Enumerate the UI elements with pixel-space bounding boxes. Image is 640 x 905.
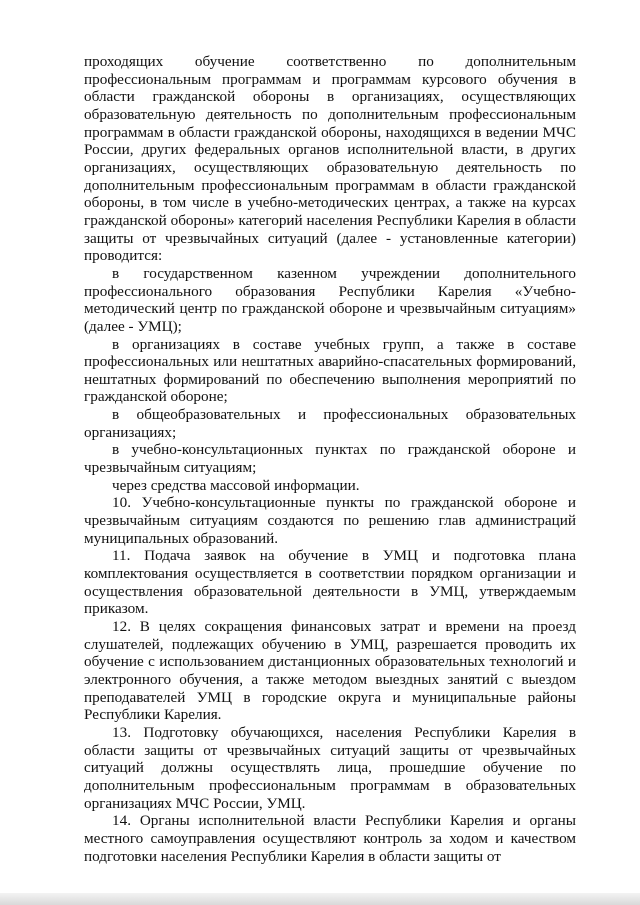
paragraph-10: 10. Учебно-консультационные пункты по гражданской обороне и чрезвычайным ситуациям создаются по решению глав администраций муниципальных образований. bbox=[84, 494, 576, 547]
list-item-organizations: в организациях в составе учебных групп, а также в составе профессиональных или нештатных аварийно-спасательных формирований, нештатных формирований по обеспечению выполнения мероприятий по гражданской обороне; bbox=[84, 335, 576, 406]
paragraph-12: 12. В целях сокращения финансовых затрат и времени на проезд слушателей, подлежащих обучению в УМЦ, разрешается проводить их обучение с использованием дистанционных образовательных технологий и электронного обучения, а также методом выездных занятий с выездом преподавателей УМЦ в городские округа и муниципальные районы Республики Карелия. bbox=[84, 618, 576, 724]
list-item-consult-points: в учебно-консультационных пунктах по гражданской обороне и чрезвычайным ситуациям; bbox=[84, 441, 576, 477]
paragraph-14: 14. Органы исполнительной власти Республики Карелия и органы местного самоуправления осуществляют контроль за ходом и качеством подготовки населения Республики Карелия в области защиты от bbox=[84, 812, 576, 865]
list-item-umc: в государственном казенном учреждении дополнительного профессионального образования Республики Карелия «Учебно-методический центр по гражданской обороне и чрезвычайным ситуациям» (далее - УМЦ); bbox=[84, 264, 576, 335]
paragraph-continuation: проходящих обучение соответственно по дополнительным профессиональным программам и программам курсового обучения в области гражданской обороны в организациях, осуществляющих образовательную деятельность по дополнительным профессиональным программам в области гражданской обороны, находящихся в ведении МЧС России, других федеральных органов исполнительной власти, в других организациях, осуществляющих образовательную деятельность по дополнительным профессиональным программам в области гражданской обороны, в том числе в учебно-методических центрах, а также на курсах гражданской обороны» категорий населения Республики Карелия в области защиты от чрезвычайных ситуаций (далее - установленные категории) проводится: bbox=[84, 53, 576, 265]
scan-bottom-edge bbox=[0, 893, 640, 905]
document-page bbox=[84, 53, 576, 865]
paragraph-11: 11. Подача заявок на обучение в УМЦ и подготовка плана комплектования осуществляется в соответствии порядком организации и осуществления образовательной деятельности в УМЦ, утверждаемым приказом. bbox=[84, 547, 576, 618]
list-item-schools: в общеобразовательных и профессиональных образовательных организациях; bbox=[84, 406, 576, 441]
paragraph-13: 13. Подготовку обучающихся, населения Республики Карелия в области защиты от чрезвычайных ситуаций защиты от чрезвычайных ситуаций должны осуществлять лица, прошедшие обучение по дополнительным профессиональным программам в образовательных организациях МЧС России, УМЦ. bbox=[84, 723, 576, 812]
list-item-media: через средства массовой информации. bbox=[112, 476, 360, 494]
